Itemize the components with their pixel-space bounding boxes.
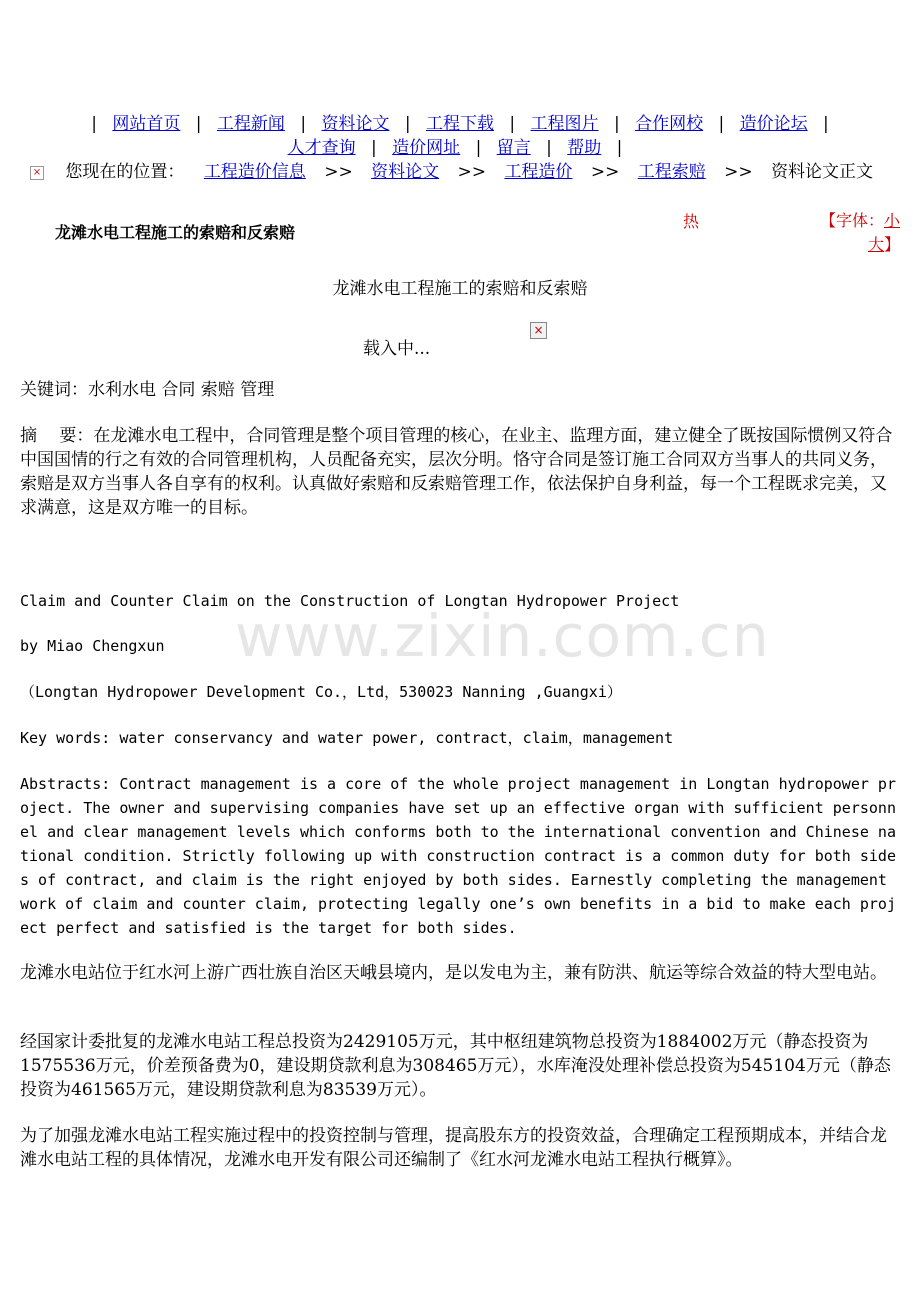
font-large-link[interactable]: 大: [867, 235, 884, 254]
nav-link-papers[interactable]: 资料论文: [321, 114, 390, 134]
nav-separator: |: [718, 114, 725, 134]
breadcrumb-separator: >>: [590, 162, 620, 182]
nav-separator: |: [616, 138, 623, 158]
font-size-control: [800, 209, 900, 257]
keywords-cn: 关键词：水利水电 合同 索赔 管理: [20, 380, 275, 400]
top-navigation: [20, 112, 900, 160]
breadcrumb-current: 资料论文正文: [771, 162, 874, 182]
nav-separator: |: [546, 138, 552, 158]
watermark: www.zixin.com.cn: [235, 602, 770, 670]
nav-link-partner-school[interactable]: 合作网校: [635, 114, 704, 134]
paragraph: 为了加强龙滩水电站工程实施过程中的投资控制与管理，提高股东方的投资效益，合理确定工程预期成本，并结合龙滩水电站工程的具体情况，龙滩水电开发有限公司还编制了《红水河龙滩水电站工程执行概算》。: [20, 1126, 887, 1170]
broken-image-icon: ×: [30, 166, 44, 180]
article-title: 龙滩水电工程施工的索赔和反索赔: [332, 279, 588, 299]
nav-link-guestbook[interactable]: 留言: [496, 138, 531, 158]
nav-link-news[interactable]: 工程新闻: [216, 114, 285, 134]
breadcrumb-link-papers[interactable]: 资料论文: [371, 162, 440, 182]
nav-separator: |: [300, 114, 307, 134]
nav-link-talent[interactable]: 人才查询: [287, 138, 356, 158]
breadcrumb-separator: >>: [457, 162, 487, 182]
breadcrumb-prefix: 您现在的位置：: [65, 162, 185, 182]
breadcrumb-separator: >>: [724, 162, 753, 182]
hot-label: 热: [683, 212, 700, 231]
nav-separator: |: [475, 138, 482, 158]
font-size-label: 【字体：: [819, 211, 884, 230]
paragraph: 经国家计委批复的龙滩水电站工程总投资为2429105万元，其中枢纽建筑物总投资为1884002万元（静态投资为1575536万元，价差预备费为0，建设期贷款利息为308465万元），水库淹没处理补偿总投资为545104万元（静态投资为461565万元，建设期贷款利息为83539万元）。: [20, 1032, 891, 1100]
breadcrumb-link-claims[interactable]: 工程索赔: [637, 162, 706, 182]
breadcrumb-link-cost-info[interactable]: 工程造价信息: [203, 162, 306, 182]
nav-link-help[interactable]: 帮助: [567, 138, 602, 158]
english-abstract: Abstracts: Contract management is a core of the whole project management in Longtan hydropower project. The owner and supervising companies have set up an effective organ with sufficient personnel and clear management levels which conforms both to the international convention and Chinese national condition. Strictly following up with construction contract is a common duty for both sides of contract, and claim is the right enjoyed by both sides. Earnestly completing the management work of claim and counter claim, protecting legally one’s own benefits in a bid to make each project perfect and satisfied is the target for both sides.: [20, 775, 896, 937]
english-author: by Miao Chengxun: [20, 637, 165, 655]
nav-link-sites[interactable]: 造价网址: [392, 138, 461, 158]
nav-separator: |: [371, 138, 377, 158]
breadcrumb-link-cost[interactable]: 工程造价: [504, 162, 573, 182]
nav-link-home[interactable]: 网站首页: [112, 114, 181, 134]
nav-link-downloads[interactable]: 工程下载: [426, 114, 494, 134]
breadcrumb: [30, 160, 900, 184]
broken-image-icon: ×: [530, 322, 547, 339]
nav-separator: |: [823, 114, 829, 134]
font-small-link[interactable]: 小: [883, 211, 900, 230]
english-affiliation: （Longtan Hydropower Development Co.，Ltd，530023 Nanning ,Guangxi）: [20, 683, 622, 701]
nav-separator: |: [509, 114, 516, 134]
paragraph: 龙滩水电站位于红水河上游广西壮族自治区天峨县境内，是以发电为主，兼有防洪、航运等综合效益的特大型电站。: [20, 963, 887, 983]
nav-separator: |: [195, 114, 202, 134]
loading-text: 载入中...: [363, 339, 431, 359]
nav-separator: |: [91, 114, 97, 134]
english-keywords: Key words: water conservancy and water power, contract，claim，management: [20, 729, 674, 747]
english-title: Claim and Counter Claim on the Construction of Longtan Hydropower Project: [20, 592, 680, 610]
nav-separator: |: [404, 114, 411, 134]
abstract-cn: 摘 要：在龙滩水电工程中，合同管理是整个项目管理的核心，在业主、监理方面，建立健全了既按国际惯例又符合中国国情的行之有效的合同管理机构，人员配备充实，层次分明。恪守合同是签订施工合同双方当事人的共同义务，索赔是双方当事人各自享有的权利。认真做好索赔和反索赔管理工作，依法保护自身利益，每一个工程既求完美，又求满意，这是双方唯一的目标。: [20, 426, 893, 518]
font-size-close: 】: [883, 235, 900, 254]
nav-link-images[interactable]: 工程图片: [530, 114, 599, 134]
breadcrumb-separator: >>: [324, 162, 353, 182]
nav-separator: |: [613, 114, 620, 134]
article-header-title: 龙滩水电工程施工的索赔和反索赔: [55, 223, 296, 242]
nav-link-forum[interactable]: 造价论坛: [739, 114, 808, 134]
